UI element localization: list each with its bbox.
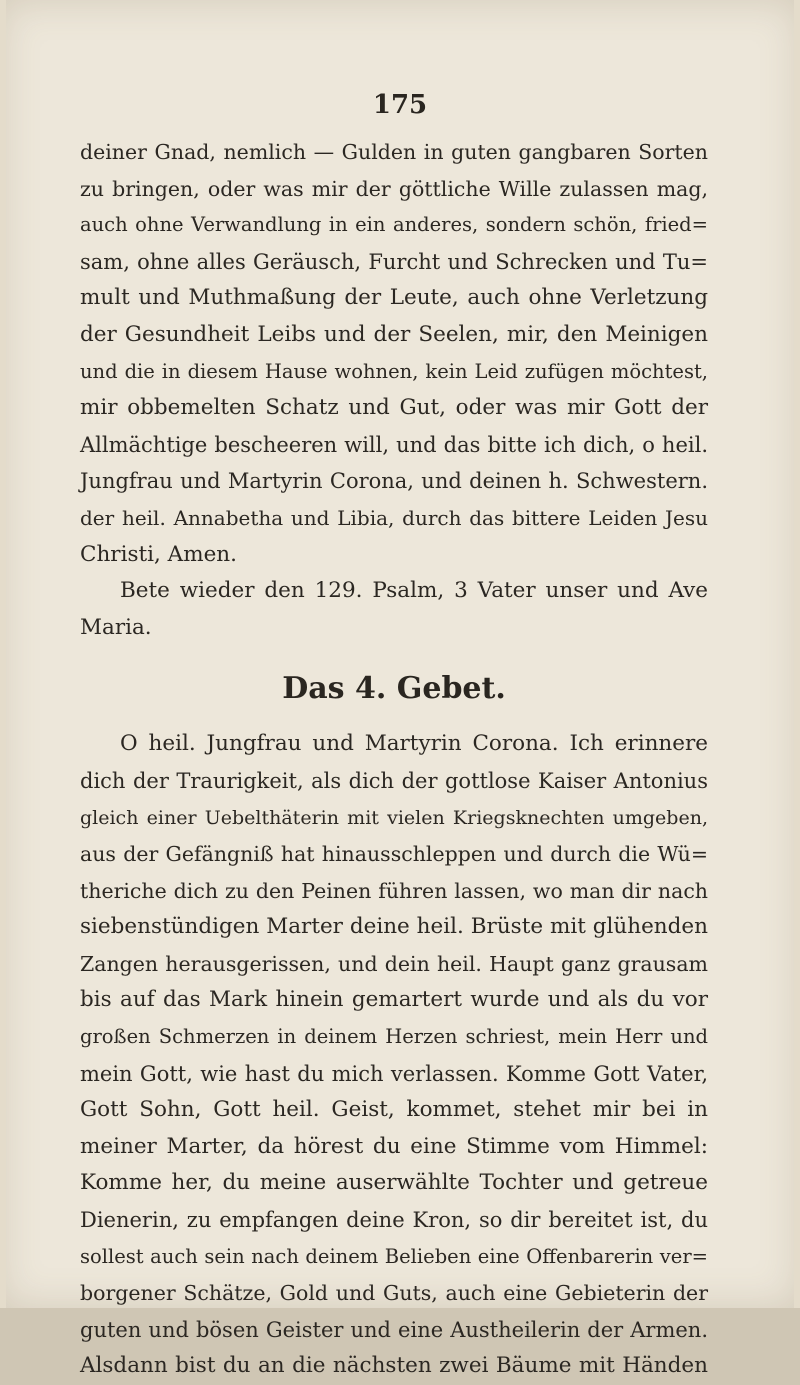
body-text [80,134,708,1385]
page-edge-left [0,0,6,1308]
text-line: Dienerin, zu empfangen deine Kron, so dir bereitet ist, du [80,1208,708,1233]
text-line: Komme her, du meine auserwählte Tochter und getreue [80,1170,708,1196]
text-line: großen Schmerzen in deinem Herzen schriest, mein Herr und [80,1025,708,1049]
text-line: Bete wieder den 129. Psalm, 3 Vater unser und Ave [120,578,708,604]
section-heading: Das 4. Gebet. [282,671,506,707]
text-line: zu bringen, oder was mir der göttliche Wille zulassen mag, [80,176,708,201]
text-line: Alsdann bist du an die nächsten zwei Bäume mit Händen [80,1353,708,1379]
text-line: deiner Gnad, nemlich — Gulden in guten gangbaren Sorten [80,140,708,164]
text-line: O heil. Jungfrau und Martyrin Corona. Ich erinnere [120,731,708,757]
text-line: Allmächtige bescheeren will, und das bitte ich dich, o heil. [80,432,708,457]
page-edge-right [794,0,800,1308]
text-line: guten und bösen Geister und eine Austheilerin der Armen. [80,1317,708,1342]
text-line: Jungfrau und Martyrin Corona, und deinen h. Schwestern. [80,469,708,494]
text-line: dich der Traurigkeit, als dich der gottlose Kaiser Antonius [80,768,708,793]
page-number: 175 [372,90,428,120]
text-line: sam, ohne alles Geräusch, Furcht und Schrecken und Tu= [80,249,708,274]
text-line: Zangen herausgerissen, und dein heil. Haupt ganz grausam [80,951,708,976]
text-line: der heil. Annabetha und Libia, durch das bittere Leiden Jesu [80,505,708,530]
text-line: und die in diesem Hause wohnen, kein Leid zufügen möchtest, [80,359,708,383]
text-line: mult und Muthmaßung der Leute, auch ohne Verletzung [80,285,708,311]
paragraph-prayer-4 [80,726,708,1385]
text-line: mein Gott, wie hast du mich verlassen. Komme Gott Vater, [80,1061,708,1086]
text-line: mir obbemelten Schatz und Gut, oder was mir Gott der [80,395,708,421]
text-line: sollest auch sein nach deinem Belieben eine Offenbarerin ver= [80,1244,708,1268]
text-line: der Gesundheit Leibs und der Seelen, mir, den Meinigen [80,321,708,347]
text-line: aus der Gefängniß hat hinausschleppen und durch die Wü= [80,842,708,867]
paragraph-instruction [80,573,708,646]
text-line: siebenstündigen Marter deine heil. Brüste mit glühenden [80,914,708,940]
paragraph-prayer-ending [80,134,708,573]
text-line: gleich einer Uebelthäterin mit vielen Kriegsknechten umgeben, [80,806,708,829]
text-line: auch ohne Verwandlung in ein anderes, sondern schön, fried= [80,213,708,237]
text-line: borgener Schätze, Gold und Guts, auch eine Gebieterin der [80,1281,708,1306]
text-line: Maria. [80,614,152,640]
text-line: theriche dich zu den Peinen führen lassen, wo man dir nach [80,878,708,903]
text-line: Gott Sohn, Gott heil. Geist, kommet, stehet mir bei in [80,1097,708,1123]
text-line: meiner Marter, da hörest du eine Stimme vom Himmel: [80,1133,708,1159]
text-line: bis auf das Mark hinein gemartert wurde und als du vor [80,987,708,1013]
text-line: Christi, Amen. [80,541,237,567]
